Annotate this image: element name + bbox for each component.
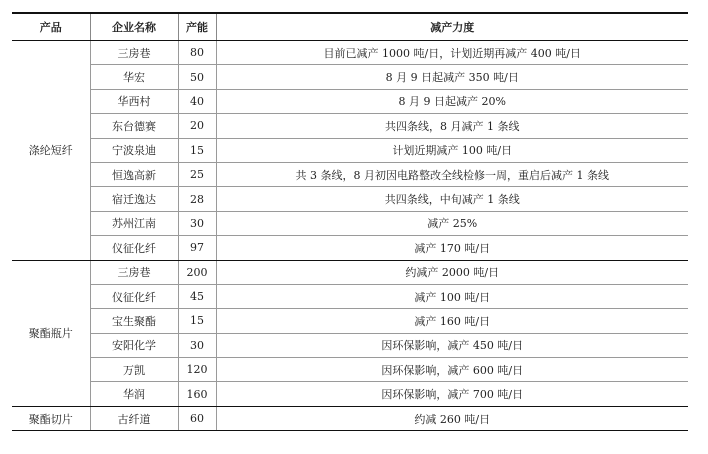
capacity-cell: 40	[178, 89, 216, 113]
capacity-cell: 25	[178, 162, 216, 186]
production-cut-table-container	[12, 12, 688, 431]
cut-cell: 减产 160 吨/日	[216, 309, 688, 333]
capacity-cell: 50	[178, 65, 216, 89]
company-cell: 万凯	[90, 358, 178, 382]
capacity-cell: 15	[178, 309, 216, 333]
capacity-cell: 45	[178, 284, 216, 308]
header-capacity: 产能	[178, 13, 216, 41]
table-header-row	[12, 13, 688, 41]
product-group-cell: 聚酯切片	[12, 406, 90, 430]
company-cell: 三房巷	[90, 260, 178, 284]
company-cell: 恒逸高新	[90, 162, 178, 186]
company-cell: 华润	[90, 382, 178, 406]
cut-cell: 减产 100 吨/日	[216, 284, 688, 308]
cut-cell: 8 月 9 日起减产 350 吨/日	[216, 65, 688, 89]
company-cell: 华宏	[90, 65, 178, 89]
table-row	[12, 260, 688, 284]
table-row	[12, 187, 688, 211]
table-row	[12, 382, 688, 406]
capacity-cell: 20	[178, 114, 216, 138]
cut-cell: 计划近期减产 100 吨/日	[216, 138, 688, 162]
cut-cell: 因环保影响，减产 700 吨/日	[216, 382, 688, 406]
product-group-cell: 涤纶短纤	[12, 41, 90, 261]
capacity-cell: 80	[178, 41, 216, 65]
capacity-cell: 15	[178, 138, 216, 162]
table-row	[12, 89, 688, 113]
cut-cell: 共 3 条线，8 月初因电路整改全线检修一周，重启后减产 1 条线	[216, 162, 688, 186]
cut-cell: 共四条线，8 月减产 1 条线	[216, 114, 688, 138]
company-cell: 东台德赛	[90, 114, 178, 138]
company-cell: 仪征化纤	[90, 284, 178, 308]
capacity-cell: 97	[178, 236, 216, 260]
company-cell: 宝生聚酯	[90, 309, 178, 333]
capacity-cell: 120	[178, 358, 216, 382]
capacity-cell: 60	[178, 406, 216, 430]
product-group-cell: 聚酯瓶片	[12, 260, 90, 406]
capacity-cell: 28	[178, 187, 216, 211]
company-cell: 仪征化纤	[90, 236, 178, 260]
table-row	[12, 162, 688, 186]
company-cell: 宿迁逸达	[90, 187, 178, 211]
company-cell: 安阳化学	[90, 333, 178, 357]
table-row	[12, 333, 688, 357]
capacity-cell: 160	[178, 382, 216, 406]
header-product: 产品	[12, 13, 90, 41]
cut-cell: 8 月 9 日起减产 20%	[216, 89, 688, 113]
cut-cell: 减产 25%	[216, 211, 688, 235]
table-row	[12, 211, 688, 235]
table-row	[12, 309, 688, 333]
table-row	[12, 41, 688, 65]
cut-cell: 约减 260 吨/日	[216, 406, 688, 430]
table-row	[12, 284, 688, 308]
capacity-cell: 200	[178, 260, 216, 284]
company-cell: 三房巷	[90, 41, 178, 65]
cut-cell: 目前已减产 1000 吨/日，计划近期再减产 400 吨/日	[216, 41, 688, 65]
cut-cell: 因环保影响，减产 600 吨/日	[216, 358, 688, 382]
company-cell: 宁波泉迪	[90, 138, 178, 162]
production-cut-table	[12, 12, 688, 431]
table-row	[12, 114, 688, 138]
company-cell: 苏州江南	[90, 211, 178, 235]
table-row	[12, 406, 688, 430]
table-row	[12, 236, 688, 260]
company-cell: 古纤道	[90, 406, 178, 430]
header-company: 企业名称	[90, 13, 178, 41]
table-row	[12, 138, 688, 162]
table-row	[12, 65, 688, 89]
cut-cell: 共四条线，中旬减产 1 条线	[216, 187, 688, 211]
cut-cell: 约减产 2000 吨/日	[216, 260, 688, 284]
company-cell: 华西村	[90, 89, 178, 113]
cut-cell: 因环保影响，减产 450 吨/日	[216, 333, 688, 357]
table-row	[12, 358, 688, 382]
capacity-cell: 30	[178, 211, 216, 235]
cut-cell: 减产 170 吨/日	[216, 236, 688, 260]
header-cut: 减产力度	[216, 13, 688, 41]
capacity-cell: 30	[178, 333, 216, 357]
